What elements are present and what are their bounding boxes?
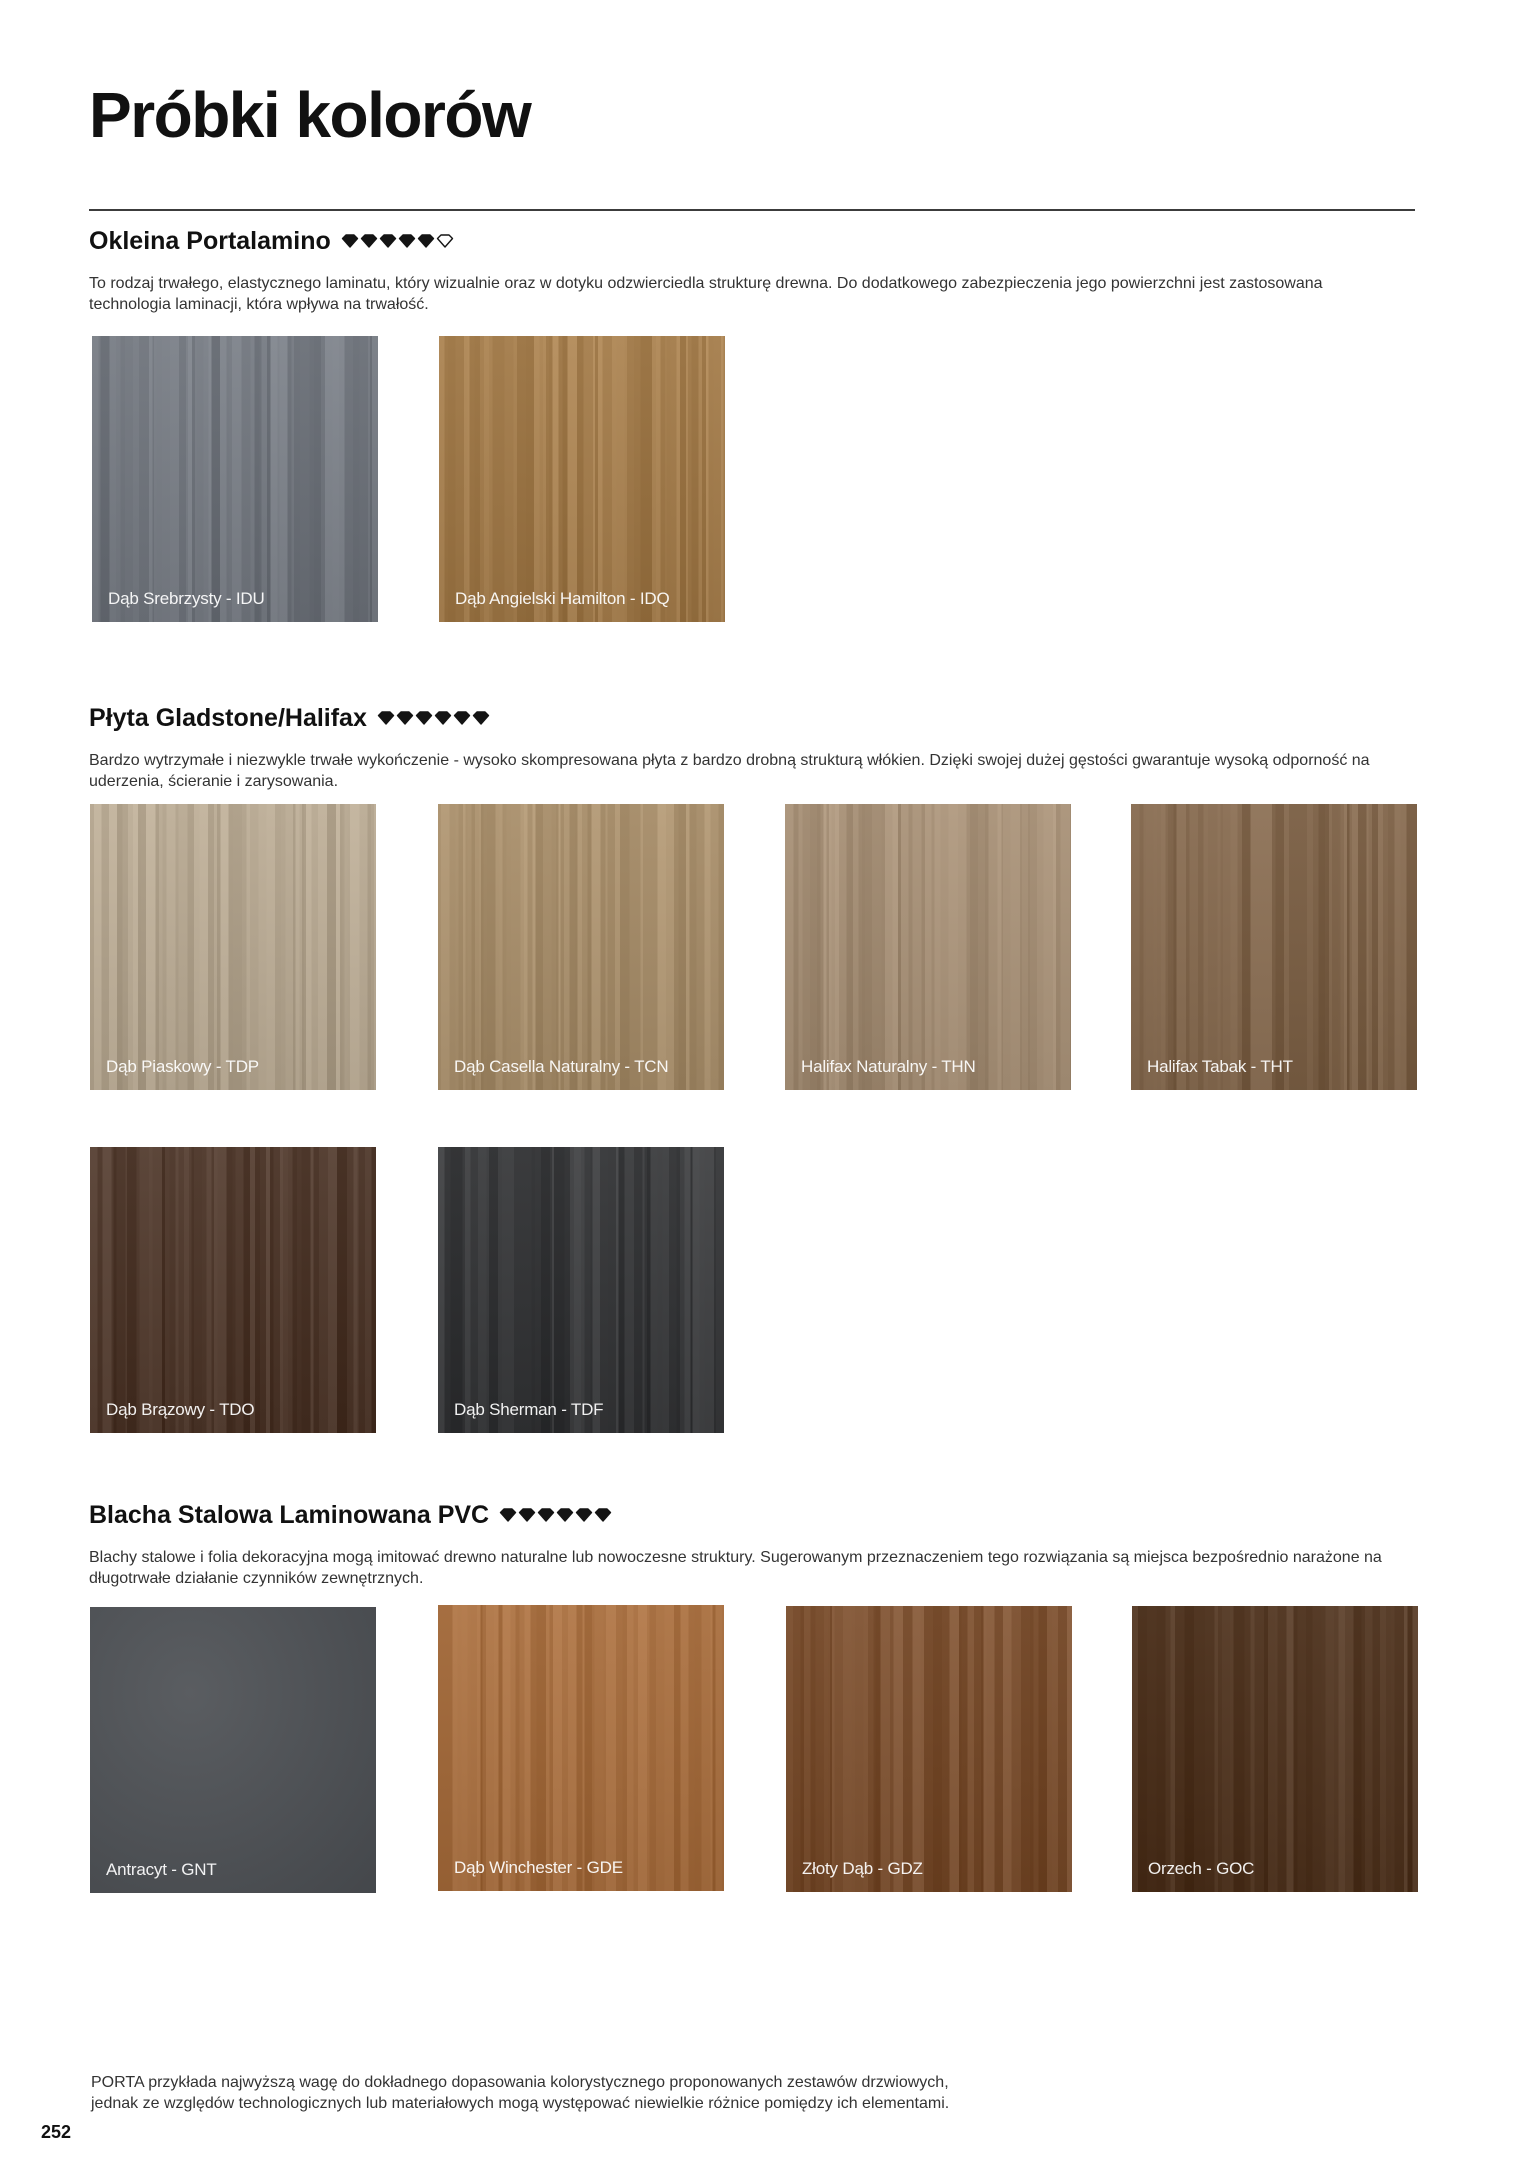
section-okleina-portalamino [89, 223, 1419, 315]
durability-rating [377, 711, 490, 725]
diamond-filled-icon [453, 711, 471, 725]
swatch-label: Dąb Winchester - GDE [454, 1858, 623, 1877]
durability-rating [341, 234, 454, 248]
section-plyta-gladstone-halifax [89, 700, 1419, 792]
title-divider [89, 209, 1415, 211]
diamond-filled-icon [417, 234, 435, 248]
diamond-filled-icon [415, 711, 433, 725]
swatch-label: Złoty Dąb - GDZ [802, 1859, 923, 1878]
diamond-filled-icon [556, 1508, 574, 1522]
color-swatch[interactable] [785, 804, 1071, 1090]
diamond-filled-icon [518, 1508, 536, 1522]
diamond-filled-icon [537, 1508, 555, 1522]
diamond-filled-icon [434, 711, 452, 725]
color-swatch[interactable] [1132, 1606, 1418, 1892]
section-description: Bardzo wytrzymałe i niezwykle trwałe wykończenie - wysoko skompresowana płyta z bardzo drobną strukturą włókien. Dzięki swojej dużej gęstości gwarantuje wysoką odporność na uderzenia, ścieranie i zarysowania. [89, 752, 1370, 790]
swatch-label: Antracyt - GNT [106, 1860, 217, 1879]
swatch-label: Dąb Brązowy - TDO [106, 1400, 255, 1419]
swatch-label: Dąb Srebrzysty - IDU [108, 589, 265, 608]
swatch-label: Dąb Piaskowy - TDP [106, 1057, 259, 1076]
diamond-filled-icon [396, 711, 414, 725]
swatch-label: Dąb Angielski Hamilton - IDQ [455, 589, 670, 608]
color-disclaimer [91, 2072, 1091, 2114]
diamond-filled-icon [360, 234, 378, 248]
swatch-label: Dąb Sherman - TDF [454, 1400, 604, 1419]
footnote-line: PORTA przykłada najwyższą wagę do dokładnego dopasowania kolorystycznego proponowanych zestawów drzwiowych, [91, 2074, 949, 2091]
color-swatch[interactable] [439, 336, 725, 622]
page-number: 252 [41, 2122, 72, 2142]
diamond-filled-icon [499, 1508, 517, 1522]
swatch-label: Halifax Naturalny - THN [801, 1057, 976, 1076]
color-swatch[interactable] [438, 1147, 724, 1433]
diamond-filled-icon [341, 234, 359, 248]
swatch-label: Dąb Casella Naturalny - TCN [454, 1057, 669, 1076]
section-description: Blachy stalowe i folia dekoracyjna mogą imitować drewno naturalne lub nowoczesne struktury. Sugerowanym przeznaczeniem tego rozwiązania są miejsca bezpośrednio narażone na długotrwałe działanie czynników zewnętrznych. [89, 1549, 1382, 1587]
footnote-line: jednak ze względów technologicznych lub materiałowych mogą występować niewielkie różnice pomiędzy ich elementami. [91, 2095, 950, 2112]
color-swatch[interactable] [90, 804, 376, 1090]
color-swatch[interactable] [438, 1605, 724, 1891]
diamond-filled-icon [377, 711, 395, 725]
color-swatch[interactable] [90, 1607, 376, 1893]
section-description: To rodzaj trwałego, elastycznego laminatu, który wizualnie oraz w dotyku odzwierciedla strukturę drewna. Do dodatkowego zabezpieczenia jego powierzchni jest zastosowana technologia laminacji, która wpływa na trwałość. [89, 275, 1323, 313]
section-title: Okleina Portalamino [89, 226, 331, 255]
durability-rating [499, 1508, 612, 1522]
swatch-label: Halifax Tabak - THT [1147, 1057, 1293, 1076]
diamond-filled-icon [398, 234, 416, 248]
color-swatch[interactable] [786, 1606, 1072, 1892]
swatch-label: Orzech - GOC [1148, 1859, 1255, 1878]
color-swatch[interactable] [438, 804, 724, 1090]
section-title: Płyta Gladstone/Halifax [89, 703, 367, 732]
color-swatch[interactable] [1131, 804, 1417, 1090]
section-title: Blacha Stalowa Laminowana PVC [89, 1500, 490, 1529]
diamond-filled-icon [594, 1508, 612, 1522]
color-swatch[interactable] [92, 336, 378, 622]
diamond-filled-icon [575, 1508, 593, 1522]
diamond-filled-icon [379, 234, 397, 248]
diamond-outline-icon [436, 234, 454, 248]
section-blacha-stalowa [89, 1497, 1419, 1589]
page-title: Próbki kolorów [89, 79, 531, 151]
color-swatch[interactable] [90, 1147, 376, 1433]
diamond-filled-icon [472, 711, 490, 725]
